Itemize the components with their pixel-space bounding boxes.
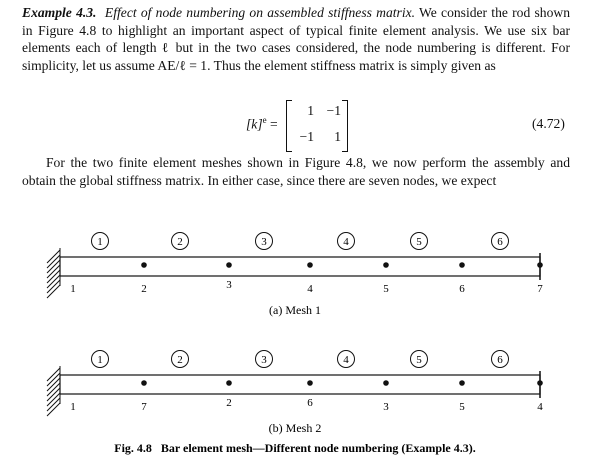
element-label: 3 — [261, 236, 267, 248]
element-label: 3 — [261, 354, 267, 366]
element-label: 1 — [97, 354, 103, 366]
element-label: 5 — [416, 236, 422, 248]
mesh-a-caption: (a) Mesh 1 — [269, 303, 321, 317]
node-label: 6 — [307, 397, 313, 409]
right-bracket — [342, 100, 348, 152]
node-label: 1 — [70, 401, 76, 413]
stiffness-symbol: [k] — [246, 116, 263, 132]
text-line: shown in Figure 4.8 to highlight an important aspect of typical finite element analysis. We use — [22, 5, 570, 38]
example-label: Example 4.3. — [22, 5, 97, 20]
node-label: 7 — [141, 401, 147, 413]
stiffness-matrix — [286, 100, 348, 150]
mesh-b — [47, 351, 543, 436]
text-line: For the two finite element meshes shown in Figure 4.8, we now perform the assembly — [46, 155, 545, 170]
element-label: 2 — [177, 354, 183, 366]
equation-4-72 — [0, 100, 590, 154]
node-labels — [70, 279, 543, 295]
node-label: 3 — [383, 401, 389, 413]
node-label: 6 — [459, 283, 465, 295]
node-label: 2 — [141, 283, 147, 295]
node-label: 7 — [537, 283, 543, 295]
figure-caption: Fig. 4.8 Bar element mesh—Different node numbering (Example 4.3). — [114, 441, 476, 455]
wall-support — [47, 366, 60, 416]
text-line: different. For simplicity, let us assume AE/ℓ = 1. Thus the element stiffness matrix is simply — [22, 40, 570, 73]
mesh-a — [47, 233, 543, 318]
node-dots — [141, 380, 543, 386]
element-label: 4 — [343, 354, 349, 366]
element-label: 2 — [177, 236, 183, 248]
text-line: given as — [450, 57, 496, 73]
node-dots — [141, 262, 543, 268]
wall-support — [47, 248, 60, 298]
text-line: and obtain the global stiffness matrix. In either case, since there are seven nodes, we expect — [22, 155, 570, 188]
node-label: 4 — [307, 283, 313, 295]
matrix-cell: 1 — [334, 129, 341, 144]
element-labels — [92, 233, 509, 250]
equals-sign: = — [270, 116, 278, 132]
matrix-cell: 1 — [307, 103, 314, 118]
mesh-b-caption: (b) Mesh 2 — [268, 421, 322, 435]
figure-4-8 — [0, 230, 590, 472]
node-labels — [70, 397, 543, 413]
superscript-e: e — [262, 115, 267, 125]
node-label: 4 — [537, 401, 543, 413]
element-label: 1 — [97, 236, 103, 248]
matrix-cell: −1 — [326, 103, 341, 118]
text-line: six bar elements each of length ℓ but in the two cases considered, the node numbering is — [22, 22, 571, 56]
node-label: 1 — [70, 283, 76, 295]
element-label: 5 — [416, 354, 422, 366]
element-label: 4 — [343, 236, 349, 248]
equation-lhs — [246, 115, 278, 133]
example-title: Effect of node numbering on assembled stiffness matrix. — [104, 5, 416, 20]
element-label: 6 — [497, 236, 503, 248]
bar-rod — [60, 375, 540, 394]
node-label: 5 — [459, 401, 465, 413]
node-label: 5 — [383, 283, 389, 295]
paragraph-example — [22, 4, 570, 74]
paragraph-assembly — [22, 154, 570, 189]
bar-rod — [60, 257, 540, 276]
node-label: 2 — [226, 397, 232, 409]
node-label: 3 — [226, 279, 232, 291]
matrix-cell: −1 — [299, 129, 314, 144]
text-line: We consider the rod — [419, 5, 531, 20]
equation-number: (4.72) — [532, 116, 565, 131]
element-label: 6 — [497, 354, 503, 366]
element-labels — [92, 351, 509, 368]
